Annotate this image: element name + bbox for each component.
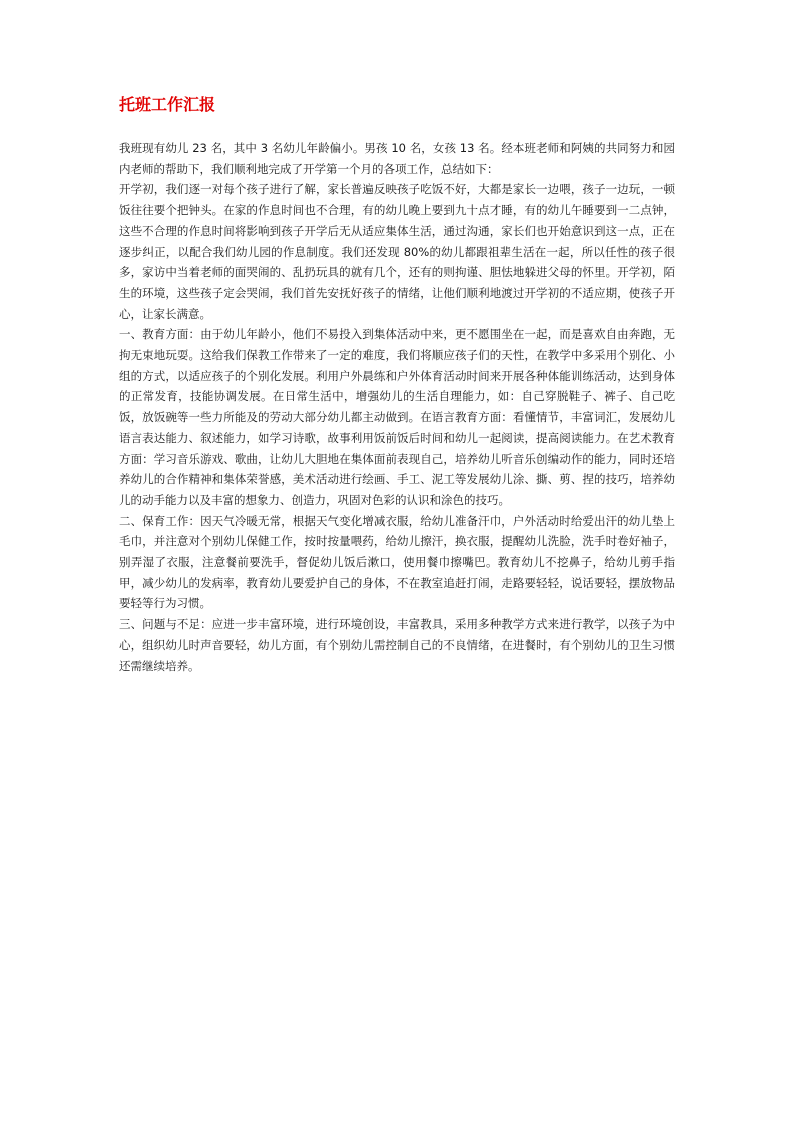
document-body [119, 138, 675, 676]
document-title: 托班工作汇报 [119, 95, 216, 114]
paragraph-education: 一、教育方面：由于幼儿年龄小，他们不易投入到集体活动中来，更不愿围坐在一起，而是喜欢自由奔跑，无拘无束地玩耍。这给我们保教工作带来了一定的难度，我们将顺应孩子们的天性，在教学中多采用个别化、小组的方式，以适应孩子的个别化发展。利用户外晨练和户外体育活动时间来开展各种体能训练活动，达到身体的正常发育，技能协调发展。在日常生活中，增强幼儿的生活自理能力，如：自己穿脱鞋子、裤子、自己吃饭，放饭碗等一些力所能及的劳动大部分幼儿都主动做到。在语言教育方面：看懂情节，丰富词汇，发展幼儿语言表达能力、叙述能力，如学习诗歌，故事利用饭前饭后时间和幼儿一起阅读，提高阅读能力。在艺术教育方面：学习音乐游戏、歌曲，让幼儿大胆地在集体面前表现自己，培养幼儿听音乐创编动作的能力，同时还培养幼儿的合作精神和集体荣誉感，美术活动进行绘画、手工、泥工等发展幼儿涂、撕、剪、捏的技巧，培养幼儿的动手能力以及丰富的想象力、创造力，巩固对色彩的认识和涂色的技巧。 [119, 327, 675, 507]
paragraph-care-work: 二、保育工作：因天气冷暖无常，根据天气变化增减衣服，给幼儿准备汗巾，户外活动时给爱出汗的幼儿垫上毛巾，并注意对个别幼儿保健工作，按时按量喂药，给幼儿擦汗，换衣服，提醒幼儿洗脸，洗手时卷好袖子，别弄湿了衣服，注意餐前要洗手，督促幼儿饭后漱口，使用餐巾擦嘴巴。教育幼儿不挖鼻子，给幼儿剪手指甲，减少幼儿的发病率，教育幼儿要爱护自己的身体，不在教室追赶打闹，走路要轻轻，说话要轻，摆放物品要轻等行为习惯。 [119, 513, 675, 611]
paragraph-intro: 我班现有幼儿 23 名，其中 3 名幼儿年龄偏小。男孩 10 名，女孩 13 名。经本班老师和阿姨的共同努力和园内老师的帮助下，我们顺利地完成了开学第一个月的各项工作，总结如下： [119, 141, 675, 176]
paragraph-start-of-term: 开学初，我们逐一对每个孩子进行了解，家长普遍反映孩子吃饭不好，大都是家长一边喂，孩子一边玩，一顿饭往往要个把钟头。在家的作息时间也不合理，有的幼儿晚上要到九十点才睡，有的幼儿午睡要到一二点钟，这些不合理的作息时间将影响到孩子开学后无从适应集体生活，通过沟通，家长们也开始意识到这一点，正在逐步纠正，以配合我们幼儿园的作息制度。我们还发现 80%的幼儿都跟祖辈生活在一起，所以任性的孩子很多，家访中当着老师的面哭闹的、乱扔玩具的就有几个，还有的则拘谨、胆怯地躲进父母的怀里。开学初，陌生的环境，这些孩子定会哭闹，我们首先安抚好孩子的情绪，让他们顺利地渡过开学初的不适应期，使孩子开心，让家长满意。 [119, 182, 675, 321]
paragraph-problems: 三、问题与不足：应进一步丰富环境，进行环境创设，丰富教具，采用多种教学方式来进行教学，以孩子为中心，组织幼儿时声音要轻，幼儿方面，有个别幼儿需控制自己的不良情绪，在进餐时，有个别幼儿的卫生习惯还需继续培养。 [119, 617, 675, 673]
document-page [119, 92, 675, 676]
